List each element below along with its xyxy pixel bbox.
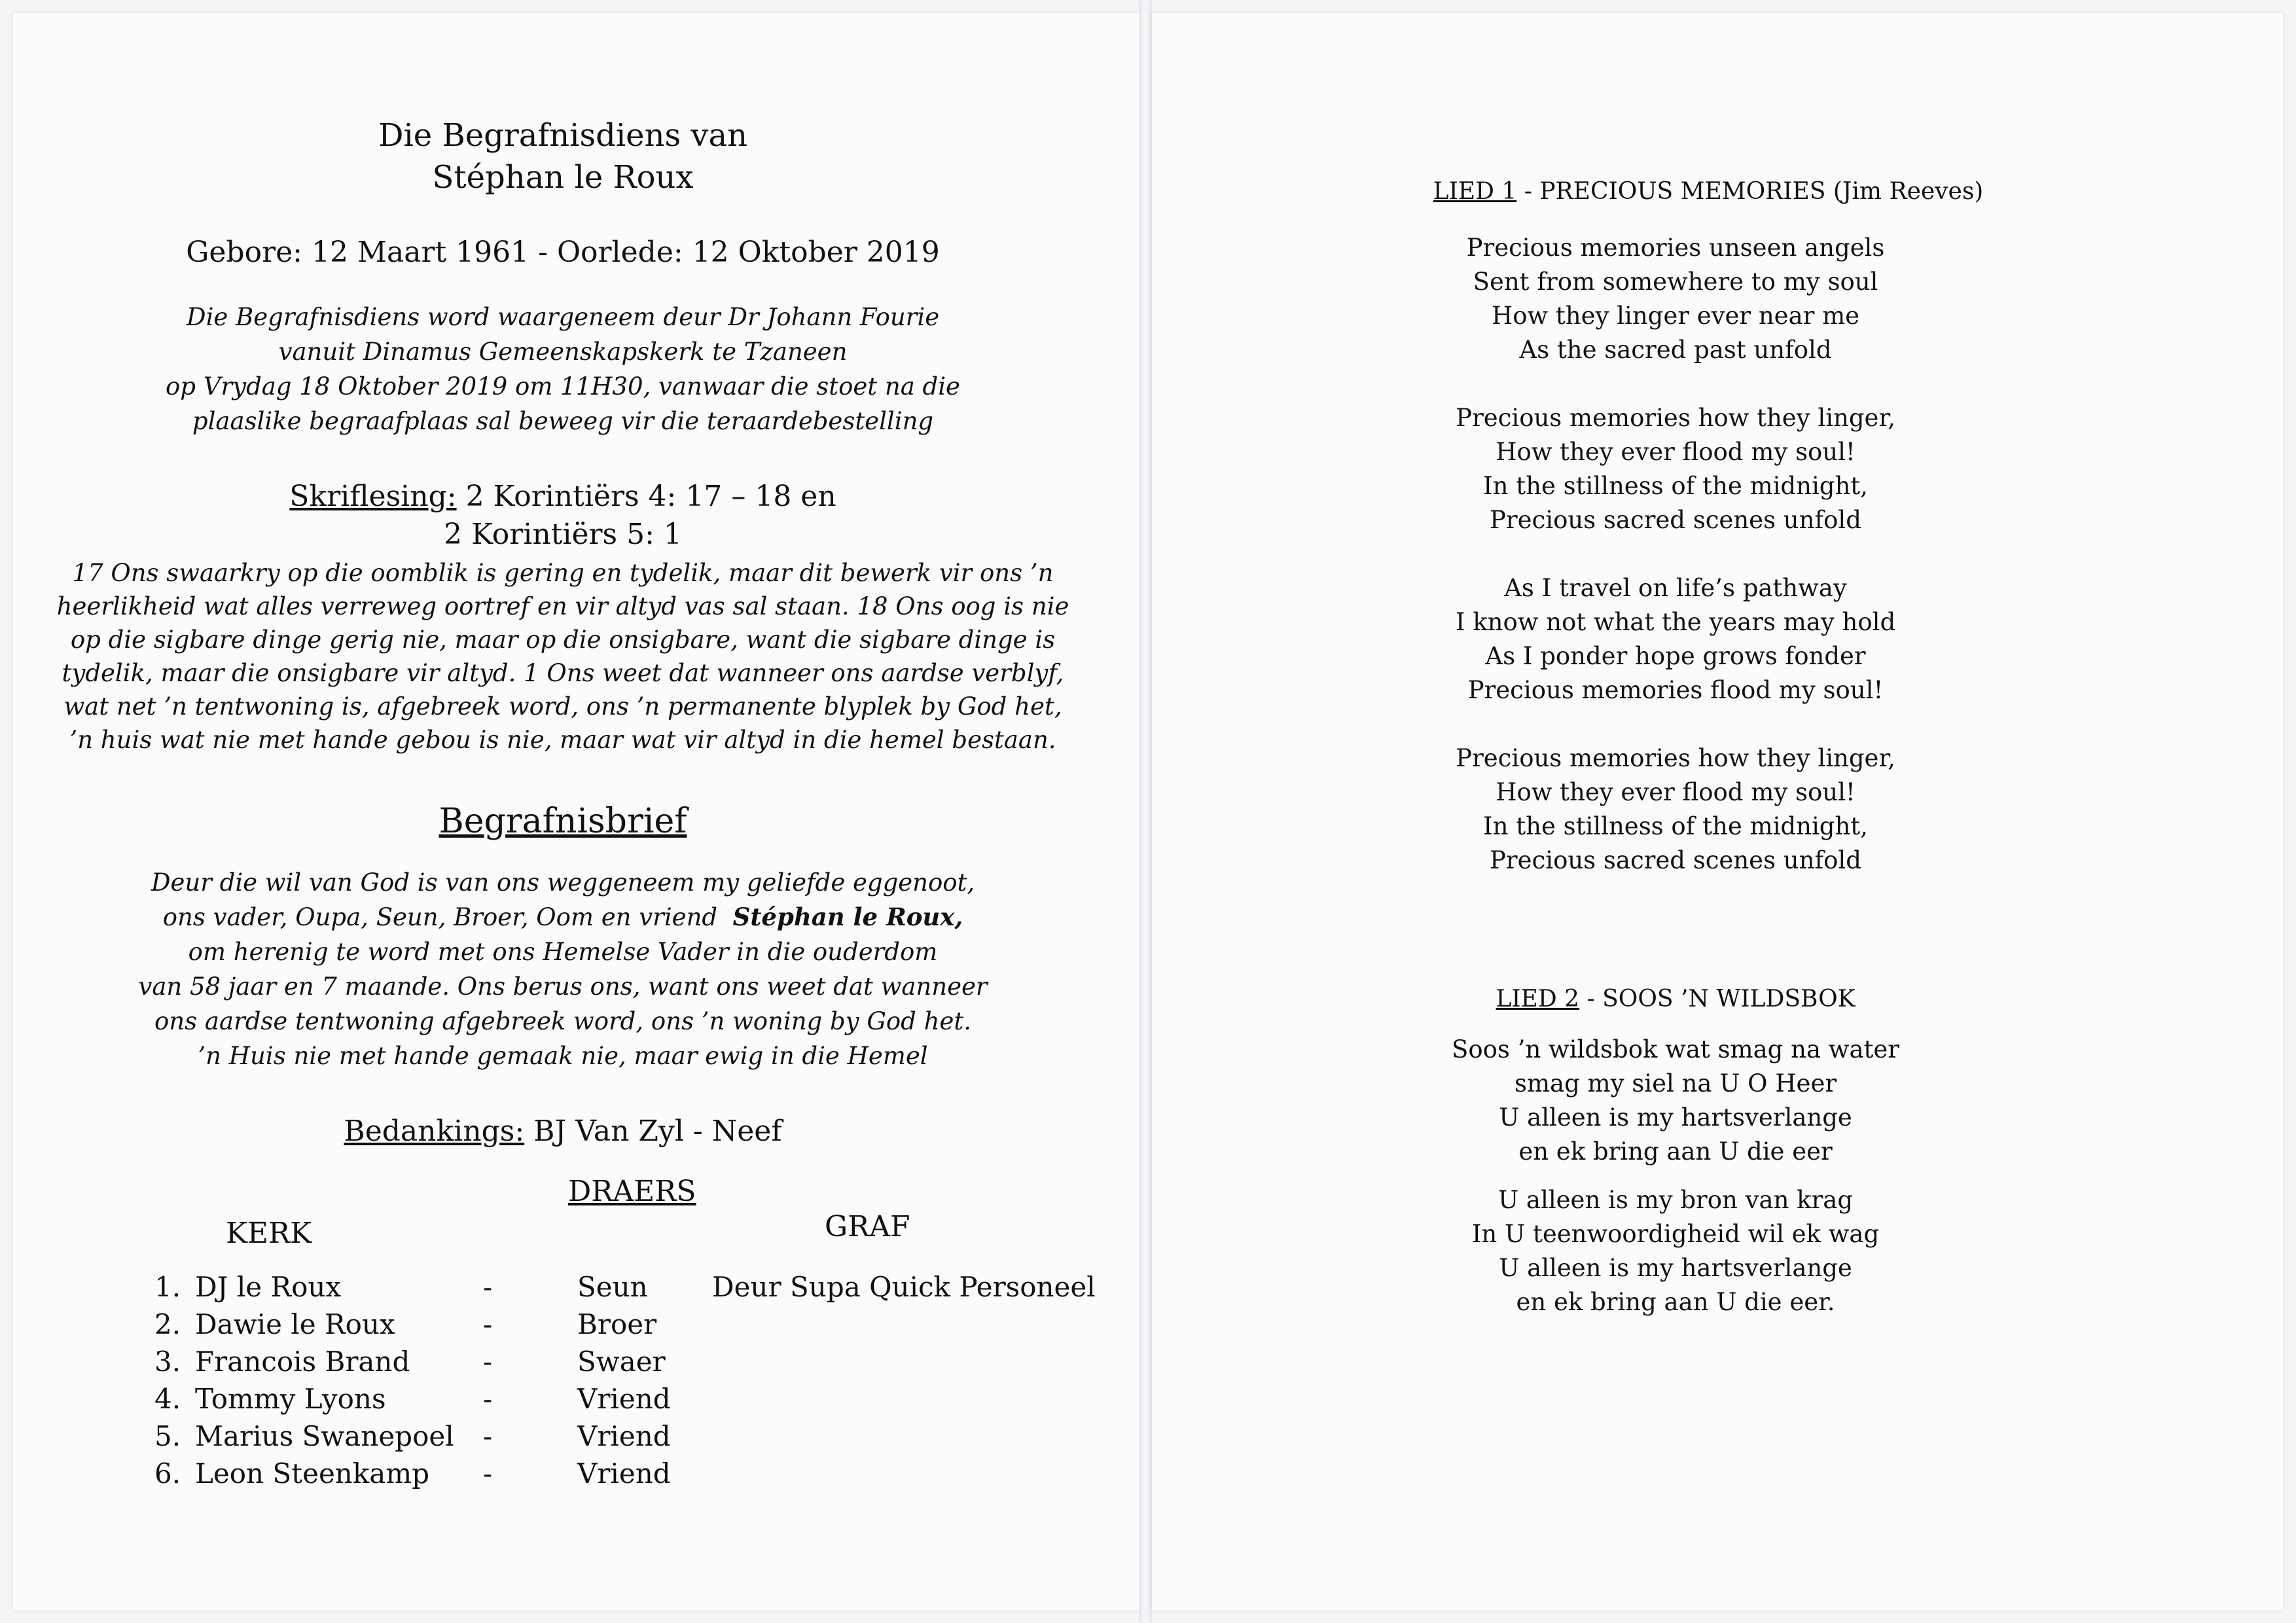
lyric-line: Precious memories how they linger,	[1456, 404, 1895, 432]
scripture-line: ’n huis wat nie met hande gebou is nie, maar wat vir altyd in die hemel bestaan.	[69, 726, 1056, 754]
bearer-dash: -	[483, 1457, 493, 1489]
lyric-line: Precious memories how they linger,	[1456, 744, 1895, 772]
song-1-label: LIED 1	[1433, 178, 1517, 205]
bearer-dash: -	[483, 1420, 493, 1452]
stanza	[1348, 1183, 2003, 1319]
lyric-line: How they ever flood my soul!	[1496, 438, 1856, 466]
bearer-relation: Vriend	[577, 1457, 671, 1489]
scripture-text	[13, 556, 1113, 757]
stanza	[1348, 571, 2003, 707]
service-info-line: vanuit Dinamus Gemeenskapskerk te Tzaneen	[278, 338, 848, 366]
scripture-label: Skriflesing:	[289, 480, 457, 513]
lyric-line: en ek bring aan U die eer.	[1516, 1288, 1835, 1316]
list-item	[13, 1306, 1060, 1343]
lyric-line: As the sacred past unfold	[1519, 336, 1832, 364]
grave-heading: GRAF	[825, 1210, 910, 1243]
right-page	[1152, 13, 2283, 1610]
scripture-line: wat net ’n tentwoning is, afgebreek word, ons ’n permanente blyplek by God het,	[63, 692, 1062, 721]
scripture-heading	[13, 478, 1113, 554]
song-2-title: - SOOS ’N WILDSBOK	[1579, 986, 1856, 1012]
bearers-list	[13, 1268, 671, 1504]
lyric-line: I know not what the years may hold	[1455, 608, 1896, 636]
list-item	[13, 1418, 1060, 1455]
bearer-name: Leon Steenkamp	[195, 1457, 430, 1489]
lyric-line: smag my siel na U O Heer	[1514, 1069, 1837, 1097]
song-1-lyrics	[1348, 231, 2003, 912]
lyric-line: How they linger ever near me	[1491, 302, 1860, 330]
bearer-name: DJ le Roux	[195, 1271, 342, 1303]
lyric-line: In the stillness of the midnight,	[1483, 812, 1868, 840]
song-2-label: LIED 2	[1496, 986, 1580, 1012]
grave-value: Deur Supa Quick Personeel	[712, 1271, 1096, 1303]
stanza	[1348, 741, 2003, 878]
lyric-line: Precious sacred scenes unfold	[1490, 506, 1861, 534]
service-info-line: plaaslike begraafplaas sal beweeg vir die teraardebestelling	[192, 407, 934, 435]
lyric-line: Precious sacred scenes unfold	[1490, 846, 1861, 874]
bearer-name: Marius Swanepoel	[195, 1420, 454, 1452]
bearer-dash: -	[483, 1383, 493, 1415]
scripture-ref-1: 2 Korintiërs 4: 17 – 18 en	[456, 480, 836, 513]
lyric-line: In U teenwoordigheid wil ek wag	[1471, 1220, 1880, 1248]
bearer-number: 3.	[154, 1346, 181, 1378]
funeral-letter	[13, 865, 1113, 1073]
title-line-1: Die Begrafnisdiens van	[378, 117, 748, 154]
bearer-name: Tommy Lyons	[195, 1383, 386, 1415]
letter-line: Deur die wil van God is van ons weggeneem my geliefde eggenoot,	[151, 868, 975, 897]
lyric-line: U alleen is my hartsverlange	[1499, 1103, 1852, 1132]
service-info	[13, 300, 1113, 438]
song-1-title: - PRECIOUS MEMORIES (Jim Reeves)	[1516, 178, 1984, 205]
lyric-line: As I ponder hope grows fonder	[1485, 642, 1866, 670]
bearer-relation: Vriend	[577, 1383, 671, 1415]
lyric-line: U alleen is my bron van krag	[1498, 1186, 1854, 1214]
list-item	[13, 1343, 1060, 1380]
service-info-line: op Vrydag 18 Oktober 2019 om 11H30, vanwaar die stoet na die	[166, 372, 960, 401]
bearer-number: 4.	[154, 1383, 181, 1415]
scripture-line: 17 Ons swaarkry op die oomblik is gering en tydelik, maar dit bewerk vir ons ’n	[72, 559, 1054, 587]
page-fold	[1139, 0, 1152, 1623]
bearer-number: 2.	[154, 1308, 181, 1340]
letter-line: ons vader, Oupa, Seun, Broer, Oom en vriend	[162, 903, 718, 931]
lyric-line: Sent from somewhere to my soul	[1473, 268, 1878, 296]
list-item	[13, 1455, 1060, 1492]
lyric-line: Soos ’n wildsbok wat smag na water	[1452, 1035, 1899, 1063]
bearer-dash: -	[483, 1308, 493, 1340]
lyric-line: As I travel on life’s pathway	[1504, 574, 1847, 602]
stanza	[1348, 401, 2003, 537]
letter-line: ’n Huis nie met hande gemaak nie, maar ewig in die Hemel	[198, 1042, 928, 1070]
list-item	[13, 1380, 1060, 1418]
bearer-relation: Seun	[577, 1271, 648, 1303]
scripture-line: heerlikheid wat alles verreweg oortref en vir altyd vas sal staan. 18 Ons oog is nie	[56, 592, 1069, 620]
title-line-2: Stéphan le Roux	[432, 159, 694, 196]
bearer-dash: -	[483, 1271, 493, 1303]
letter-heading: Begrafnisbrief	[439, 802, 687, 841]
thanks-label: Bedankings:	[344, 1115, 525, 1148]
deceased-name: Stéphan le Roux,	[732, 902, 963, 931]
bearer-number: 6.	[154, 1457, 181, 1489]
scripture-ref-2: 2 Korintiërs 5: 1	[444, 518, 682, 551]
letter-line: om herenig te word met ons Hemelse Vader in die ouderdom	[188, 938, 938, 966]
page-title	[13, 115, 1113, 198]
lyric-line: en ek bring aan U die eer	[1518, 1137, 1833, 1166]
bearers-heading: DRAERS	[568, 1175, 696, 1208]
bearer-relation: Vriend	[577, 1420, 671, 1452]
lyric-line: In the stillness of the midnight,	[1483, 472, 1868, 500]
thanks-value: BJ Van Zyl - Neef	[524, 1115, 782, 1148]
thanks	[13, 1113, 1113, 1150]
lyric-line: Precious memories flood my soul!	[1467, 676, 1884, 704]
song-2-lyrics	[1348, 1033, 2003, 1353]
scripture-line: tydelik, maar die onsigbare vir altyd. 1 Ons weet dat wanneer ons aardse verblyf,	[62, 659, 1064, 687]
life-dates: Gebore: 12 Maart 1961 - Oorlede: 12 Oktober 2019	[186, 236, 940, 269]
left-page	[13, 13, 1139, 1610]
letter-line: ons aardse tentwoning afgebreek word, ons ’n woning by God het.	[154, 1007, 971, 1035]
stanza	[1348, 231, 2003, 367]
bearer-relation: Swaer	[577, 1346, 666, 1378]
lyric-line: How they ever flood my soul!	[1496, 778, 1856, 806]
stanza	[1348, 1033, 2003, 1169]
song-2-heading	[1348, 986, 2003, 1012]
service-info-line: Die Begrafnisdiens word waargeneem deur Dr Johann Fourie	[186, 303, 940, 331]
bearer-number: 5.	[154, 1420, 181, 1452]
lyric-line: Precious memories unseen angels	[1466, 234, 1885, 262]
bearer-number: 1.	[154, 1271, 181, 1303]
bearer-name: Francois Brand	[195, 1346, 410, 1378]
lyric-line: U alleen is my hartsverlange	[1499, 1254, 1852, 1282]
bearer-relation: Broer	[577, 1308, 657, 1340]
list-item	[13, 1268, 1060, 1306]
song-1-heading	[1217, 178, 2199, 205]
bearer-name: Dawie le Roux	[195, 1308, 395, 1340]
bearer-dash: -	[483, 1346, 493, 1378]
church-heading: KERK	[226, 1217, 312, 1250]
scripture-line: op die sigbare dinge gerig nie, maar op die onsigbare, want die sigbare dinge is	[70, 626, 1056, 654]
letter-line: van 58 jaar en 7 maande. Ons berus ons, want ons weet dat wanneer	[138, 972, 988, 1001]
